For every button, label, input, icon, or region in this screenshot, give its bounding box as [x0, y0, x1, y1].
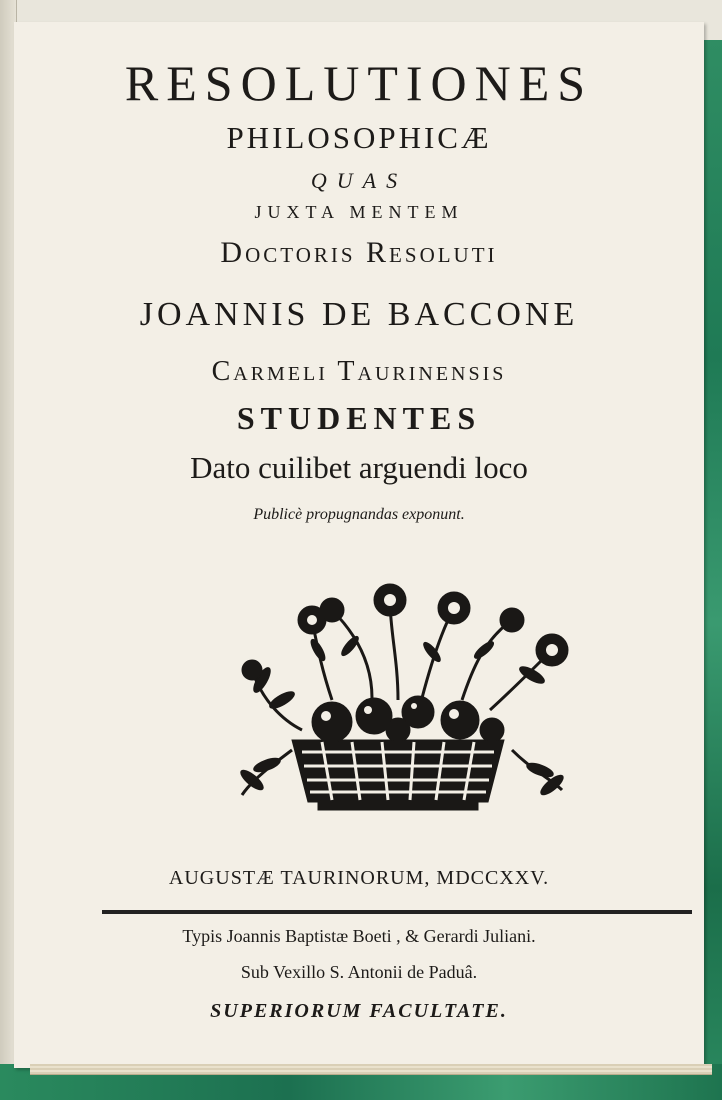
imprint-rule	[102, 910, 692, 914]
title-doctoris: Doctoris Resoluti	[220, 236, 498, 269]
page-block-edge	[30, 1064, 712, 1075]
title-carmeli: Carmeli Taurinensis	[211, 356, 507, 387]
title-author: JOANNIS DE BACCONE	[139, 296, 579, 333]
title-main: RESOLUTIONES	[124, 55, 594, 111]
title-juxta: JUXTA MENTEM	[254, 202, 464, 222]
title-quas: QUAS	[310, 168, 408, 193]
flower-basket-woodcut-icon	[222, 580, 574, 812]
title-studentes: STUDENTES	[236, 400, 482, 436]
imprint-city: AUGUSTÆ TAURINORUM, MDCCXXV.	[168, 867, 550, 889]
title-publice: Publicè propugnandas exponunt.	[253, 506, 465, 523]
imprint-printers: Typis Joannis Baptistæ Boeti , & Gerardi Juliani.	[182, 926, 536, 946]
imprint-location: Sub Vexillo S. Antonii de Paduâ.	[240, 962, 478, 982]
title-page	[14, 22, 704, 1068]
title-subtitle: PHILOSOPHICÆ	[226, 120, 492, 155]
title-dato: Dato cuilibet arguendi loco	[190, 450, 528, 485]
imprint-approval: SUPERIORUM FACULTATE.	[210, 1000, 508, 1022]
